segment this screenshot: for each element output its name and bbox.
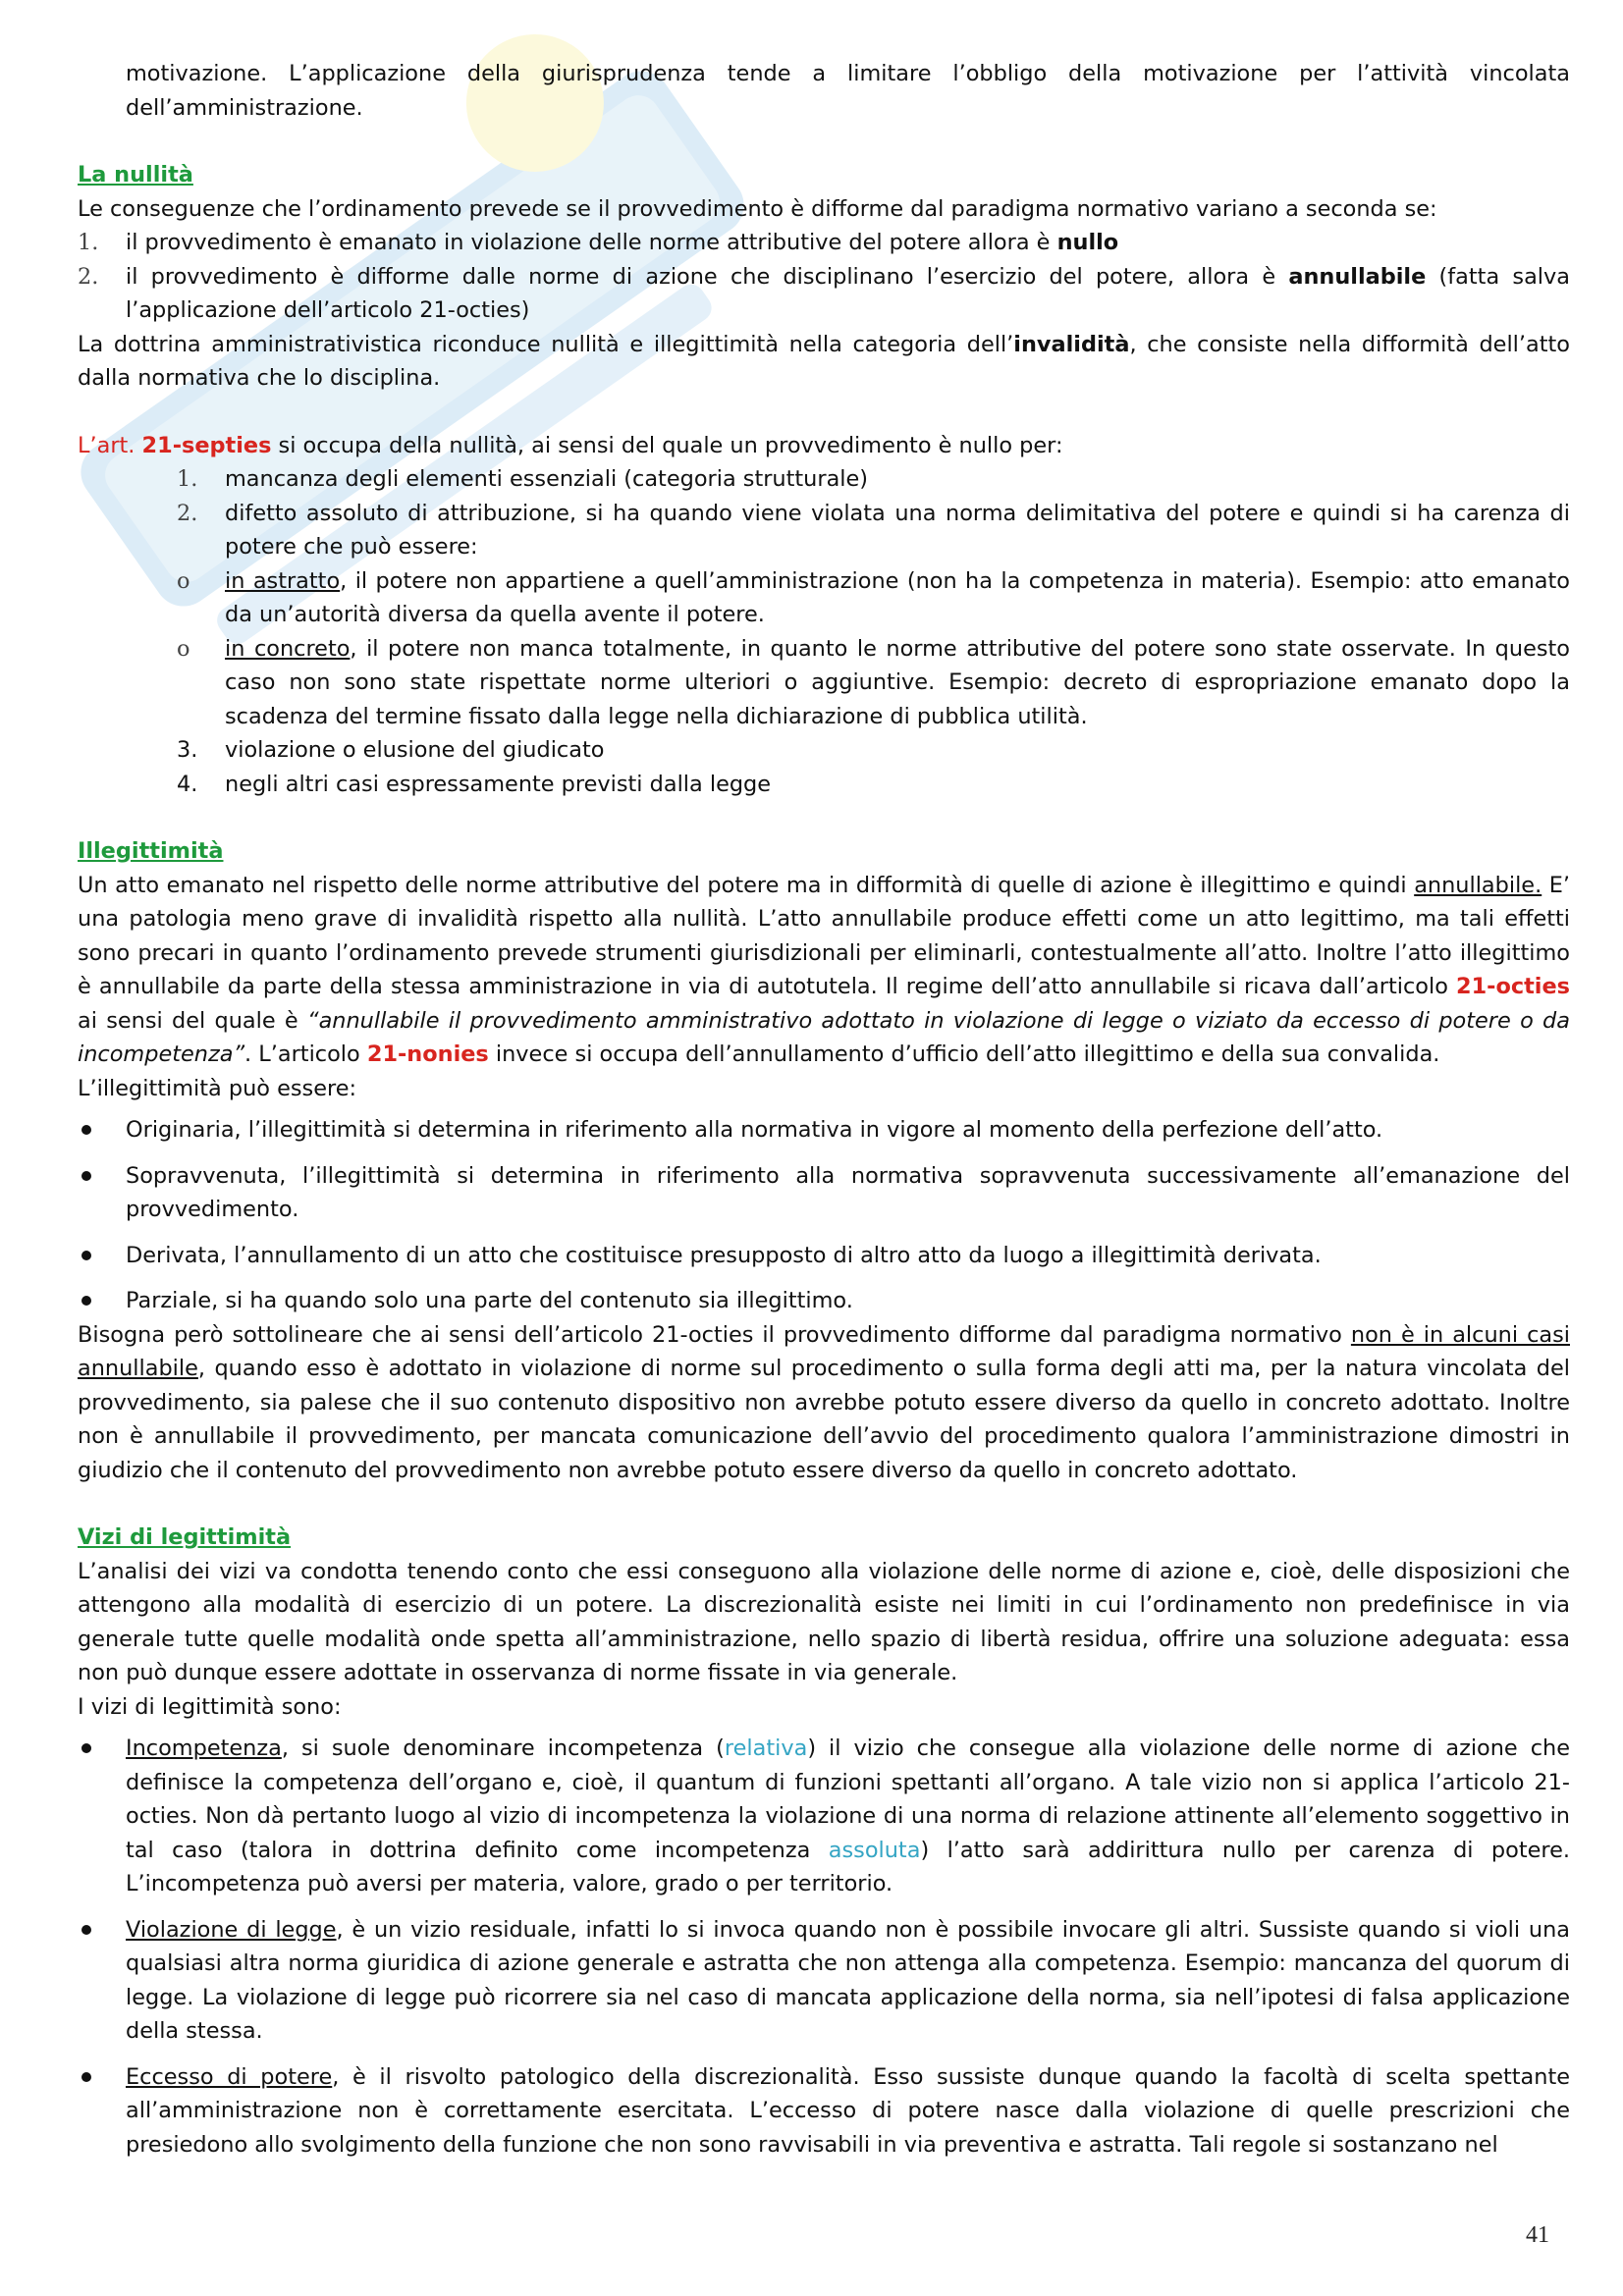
illegittimita-closing: Bisogna però sottolineare che ai sensi dell’articolo 21-octies il provvedimento difforme dal paradigma normativo non è in alcuni casi annullabile, quando esso è adottato in violazione di norme sul procedimento o sulla forma degli atti ma, per la natura vincolata del provvedimento, sia palese che il suo contenuto dispositivo non avrebbe potuto essere diverso da quello in concreto adottato. Inoltre non è annullabile il provvedimento, per mancata comunicazione dell’avvio del procedimento qualora l’amministrazione dimostri in giudizio che il contenuto del provvedimento non avrebbe potuto essere diverso da quello in concreto adottato. <box>78 1321 1570 1483</box>
intro-paragraph: motivazione. L’applicazione della giurisprudenza tende a limitare l’obbligo della motivazione per l’attività vincolata dell’amministrazione. <box>126 61 1570 121</box>
list-item: Eccesso di potere, è il risvolto patologico della discrezionalità. Esso sussiste dunque quando la facoltà di scelta spettante all’amministrazione non è correttamente esercitata. L’eccesso di potere nasce dalla violazione di quelle prescrizioni che presiedono allo svolgimento della funzione che non sono ravvisabili in via preventiva e astratta. Tali regole si sostanzano nel <box>78 2060 1570 2163</box>
bullet-icon <box>81 1171 91 1181</box>
list-item: 4. negli altri casi espressamente previsti dalla legge <box>78 768 1570 802</box>
art21septies-list <box>78 462 1570 801</box>
list-marker: o <box>177 567 190 594</box>
bullet-icon <box>81 1251 91 1260</box>
nullita-intro: Le conseguenze che l’ordinamento prevede se il provvedimento è difforme dal paradigma normativo variano a seconda se: <box>78 195 1437 222</box>
list-item: Derivata, l’annullamento di un atto che costituisce presupposto di altro atto da luogo a illegittimità derivata. <box>78 1239 1570 1273</box>
nullita-closing: La dottrina amministrativistica riconduce nullità e illegittimità nella categoria dell’invalidità, che consiste nella difformità dell’atto dalla normativa che lo disciplina. <box>78 331 1570 391</box>
vizi-lead: I vizi di legittimità sono: <box>78 1693 342 1720</box>
illegittimita-bullets <box>78 1113 1570 1318</box>
illegittimita-lead: L’illegittimità può essere: <box>78 1075 357 1101</box>
list-marker: 3. <box>177 737 198 763</box>
list-item: Incompetenza, si suole denominare incompetenza (relativa) il vizio che consegue alla violazione delle norme di azione che definisce la competenza dell’organo e, cioè, il quantum di funzioni spettanti all’organo. A tale vizio non si applica l’articolo 21-octies. Non dà pertanto luogo al vizio di incompetenza la violazione di una norma di relazione attinente all’elemento soggettivo in tal caso (talora in dottrina definito come incompetenza assoluta) l’atto sarà addirittura nullo per carenza di potere. L’incompetenza può aversi per materia, valore, grado o per territorio. <box>78 1732 1570 1901</box>
list-marker: 1. <box>78 230 99 255</box>
nullita-list <box>78 226 1570 328</box>
list-marker: 4. <box>177 771 198 797</box>
list-marker: 2. <box>78 263 99 290</box>
illegittimita-paragraph: Un atto emanato nel rispetto delle norme attributive del potere ma in difformità di quelle di azione è illegittimo e quindi annullabile. E’ una patologia meno grave di invalidità rispetto alla nullità. L’atto annullabile produce effetti come un atto legittimo, ma tali effetti sono precari in quanto l’ordinamento prevede strumenti giurisdizionali per eliminarli, contestualmente all’atto. Inoltre l’atto illegittimo è annullabile da parte della stessa amministrazione in via di autotutela. Il regime dell’atto annullabile si ricava dall’articolo 21-octies ai sensi del quale è “annullabile il provvedimento amministrativo adottato in violazione di legge o viziato da eccesso di potere o da incompetenza”. L’articolo 21-nonies invece si occupa dell’annullamento d’ufficio dell’atto illegittimo e della sua convalida. <box>78 872 1570 1067</box>
illegittimita-heading: Illegittimità <box>78 838 224 864</box>
list-item: 1. mancanza degli elementi essenziali (categoria strutturale) <box>78 462 1570 497</box>
list-item: o in concreto, il potere non manca totalmente, in quanto le norme attributive del potere sono state osservate. In questo caso non sono state rispettate norme ulteriori o aggiuntive. Esempio: decreto di espropriazione emanato dopo la scadenza del termine fissato dalla legge nella dichiarazione di pubblica utilità. <box>78 632 1570 734</box>
bullet-icon <box>81 1925 91 1935</box>
list-item: Violazione di legge, è un vizio residuale, infatti lo si invoca quando non è possibile invocare gli altri. Sussiste quando si violi una qualsiasi altra norma giuridica di azione generale e astratta che non attenga alla competenza. Esempio: mancanza del quorum di legge. La violazione di legge può ricorrere sia nel caso di mancata applicazione della norma, sia nell’ipotesi di falsa applicazione della stessa. <box>78 1913 1570 2049</box>
list-item: 2. il provvedimento è difforme dalle norme di azione che disciplinano l’esercizio del potere, allora è annullabile (fatta salva l’applicazione dell’articolo 21-octies) <box>78 260 1570 328</box>
list-marker: o <box>177 635 190 662</box>
bullet-icon <box>81 1296 91 1306</box>
bullet-icon <box>81 2072 91 2082</box>
vizi-heading: Vizi di legittimità <box>78 1524 292 1550</box>
vizi-paragraph: L’analisi dei vizi va condotta tenendo conto che essi conseguono alla violazione delle norme di azione e, cioè, delle disposizioni che attengono alla modalità di esercizio di un potere. La discrezionalità esiste nei limiti in cui l’ordinamento non predefinisce in via generale tutte quelle modalità onde spetta all’amministrazione, nello spazio di libertà residua, offrire una soluzione adeguata: essa non può dunque essere adottate in osservanza di norme fissate in via generale. <box>78 1558 1570 1685</box>
bullet-icon <box>81 1125 91 1135</box>
list-item: Parziale, si ha quando solo una parte del contenuto sia illegittimo. <box>78 1284 1570 1318</box>
vizi-bullets <box>78 1732 1570 2162</box>
list-marker: 2. <box>177 500 198 526</box>
nullita-heading: La nullità <box>78 162 193 187</box>
art21septies-intro: L’art. 21-septies si occupa della nullità, ai sensi del quale un provvedimento è nullo per: <box>78 432 1063 458</box>
list-item: 3. violazione o elusione del giudicato <box>78 733 1570 768</box>
list-item: 2. difetto assoluto di attribuzione, si ha quando viene violata una norma delimitativa del potere e quindi si ha carenza di potere che può essere: <box>78 497 1570 564</box>
list-item: 1. il provvedimento è emanato in violazione delle norme attributive del potere allora è nullo <box>78 226 1570 260</box>
page-number: 41 <box>1526 2222 1549 2248</box>
list-item: Sopravvenuta, l’illegittimità si determina in riferimento alla normativa sopravvenuta successivamente all’emanazione del provvedimento. <box>78 1159 1570 1227</box>
bullet-icon <box>81 1743 91 1753</box>
document-page <box>78 57 1570 2173</box>
list-item: Originaria, l’illegittimità si determina in riferimento alla normativa in vigore al momento della perfezione dell’atto. <box>78 1113 1570 1148</box>
list-item: o in astratto, il potere non appartiene a quell’amministrazione (non ha la competenza in materia). Esempio: atto emanato da un’autorità diversa da quella avente il potere. <box>78 564 1570 632</box>
list-marker: 1. <box>177 466 198 492</box>
